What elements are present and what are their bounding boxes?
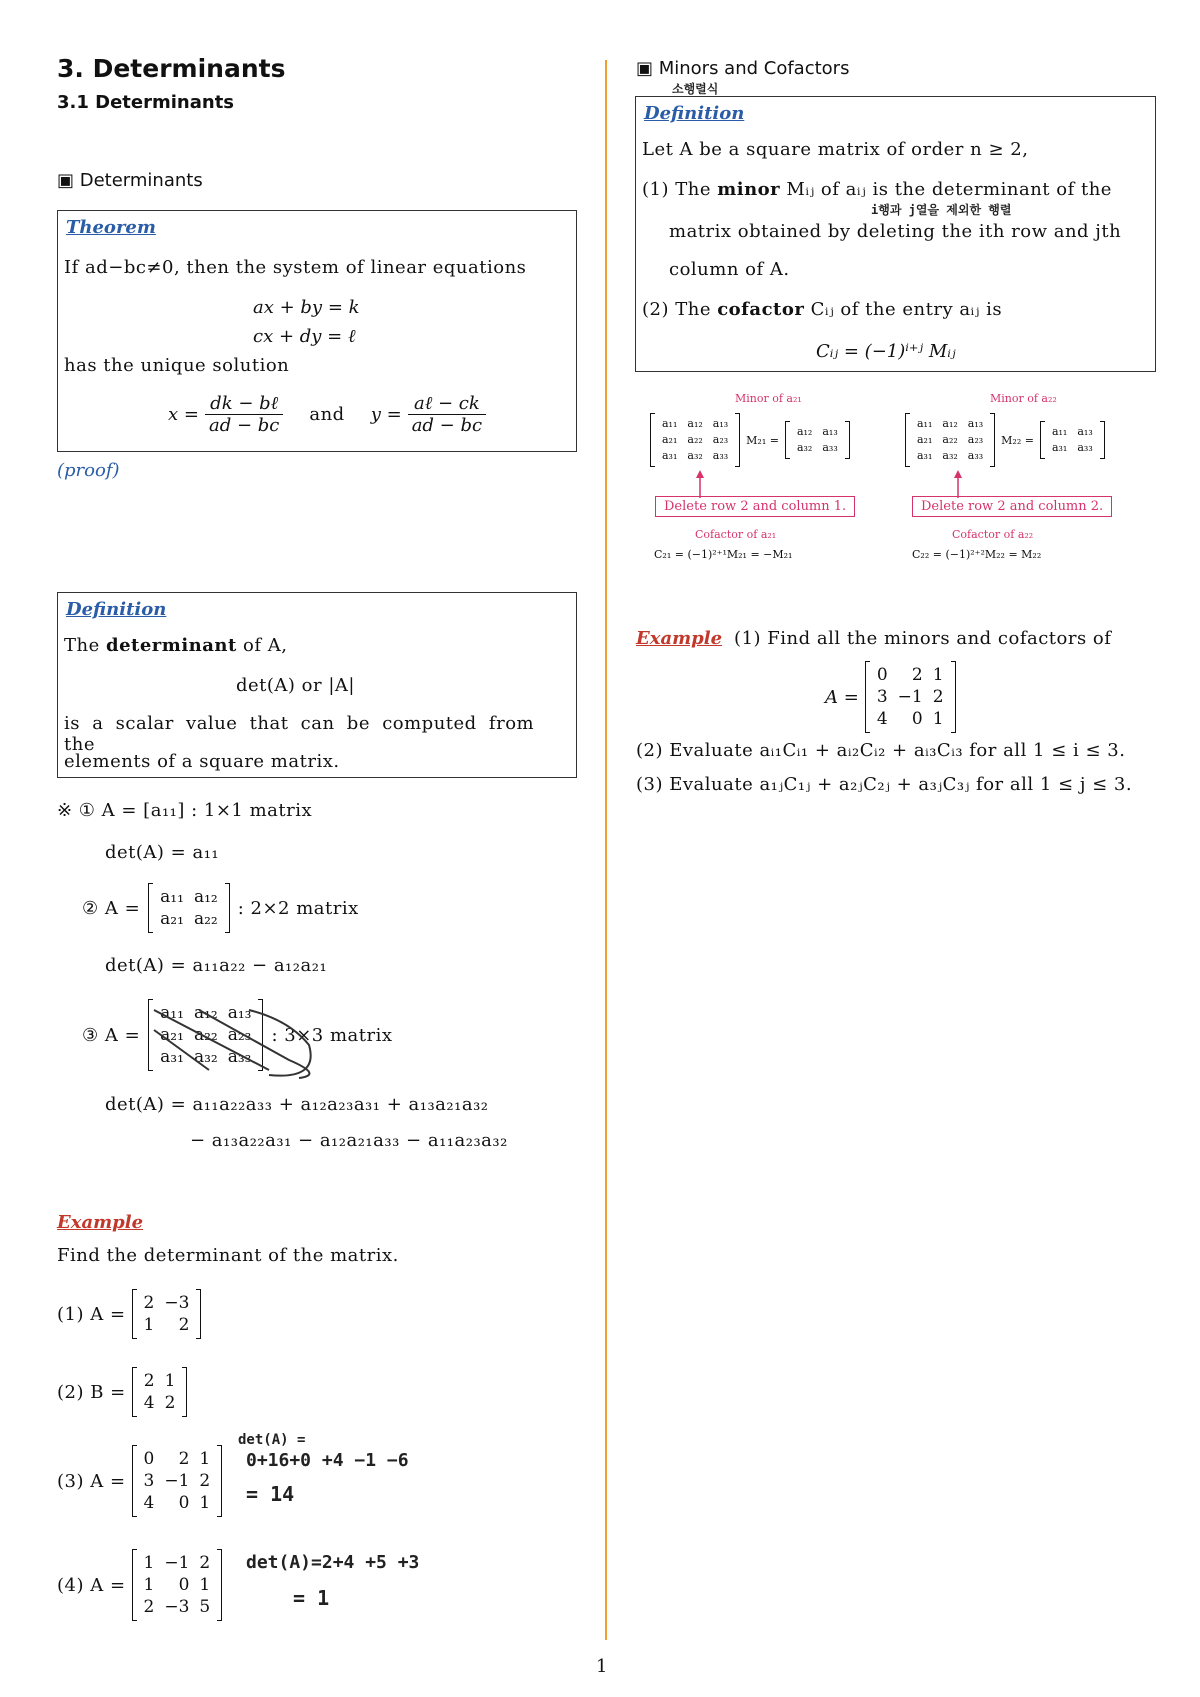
n3-matrix <box>148 1000 263 1070</box>
matrix-row <box>657 416 733 432</box>
fig-right-title: Minor of a₂₂ <box>990 392 1057 405</box>
matrix-row <box>657 448 733 464</box>
section-determinants: ▣ Determinants <box>57 170 203 191</box>
def2-post: Mᵢⱼ of aᵢⱼ is the determinant of the <box>780 179 1112 200</box>
note-3x3-det1: det(A) = a₁₁a₂₂a₃₃ + a₁₂a₂₃a₃₁ + a₁₃a₂₁a₃₂ <box>105 1094 489 1115</box>
def5-pre: (2) The <box>642 299 718 320</box>
matrix-row <box>1047 440 1098 456</box>
proof-label: (proof) <box>57 460 120 481</box>
fig-left-cofactor: Cofactor of a₂₁ <box>695 528 777 541</box>
matrix-row <box>139 1552 216 1574</box>
matrix-cell: 4 <box>143 1493 155 1513</box>
example-problem-4 <box>57 1550 222 1620</box>
matrix-cell: 4 <box>876 709 888 729</box>
matrix-cell: a₂₂ <box>193 909 218 929</box>
matrix-cell: a₃₃ <box>712 449 729 462</box>
y-lhs: y = <box>370 404 402 425</box>
matrix-row <box>657 432 733 448</box>
matrix-cell: 2 <box>143 1597 155 1617</box>
and-text: and <box>309 404 345 425</box>
example-intro: Find the determinant of the matrix. <box>57 1245 399 1266</box>
fig-left-eq: C₂₁ = (−1)²⁺¹M₂₁ = −M₂₁ <box>654 548 793 561</box>
x-denominator: ad − bc <box>208 415 280 436</box>
matrix-cell: a₂₁ <box>160 1025 184 1045</box>
matrix-row <box>1047 424 1098 440</box>
x-numerator: dk − bℓ <box>205 393 283 415</box>
matrix-cell: a₃₂ <box>942 449 958 462</box>
matrix-cell: a₃₂ <box>687 449 703 462</box>
cofactor-formula: Cᵢⱼ = (−1)ⁱ⁺ʲ Mᵢⱼ <box>816 341 956 362</box>
definition-label: Definition <box>66 599 167 620</box>
p3-lhs: (3) A = <box>57 1470 126 1492</box>
fig-right-matrix <box>905 414 995 466</box>
p3-matrix <box>132 1446 223 1516</box>
fig-left-title: Minor of a₂₁ <box>735 392 802 405</box>
def5-post: Cᵢⱼ of the entry aᵢⱼ is <box>804 299 1003 320</box>
matrix-cell: a₃₁ <box>917 449 933 462</box>
def5-bold: cofactor <box>717 299 805 320</box>
matrix-cell: a₃₂ <box>193 1047 218 1067</box>
matrix-row <box>155 908 223 930</box>
matrix-cell: a₁₁ <box>160 887 184 907</box>
matrix-cell: 3 <box>143 1471 155 1491</box>
fig-right-box: Delete row 2 and column 2. <box>912 496 1112 517</box>
matrix-cell: a₁₃ <box>967 417 984 430</box>
definition-line4: elements of a square matrix. <box>64 751 340 772</box>
matrix-cell: a₁₂ <box>796 425 813 438</box>
handwriting-3a: det(A) = <box>238 1432 306 1448</box>
handwriting-3b: 0+16+0 +4 −1 −6 <box>246 1450 409 1471</box>
definition-label-right: Definition <box>644 103 745 124</box>
matrix-cell: −1 <box>164 1471 190 1491</box>
matrix-cell: 1 <box>143 1315 155 1335</box>
matrix-cell: a₂₃ <box>712 433 729 446</box>
theorem-line2: has the unique solution <box>64 355 290 376</box>
matrix-cell: 0 <box>143 1449 155 1469</box>
matrix-cell: a₁₁ <box>662 417 678 430</box>
matrix-cell: 2 <box>911 665 923 685</box>
page-number: 1 <box>596 1656 608 1677</box>
theorem-eq2: cx + dy = ℓ <box>253 326 356 347</box>
def-bold: determinant <box>105 635 237 656</box>
right-mat-lhs: A = <box>825 686 859 708</box>
p2-lhs: (2) B = <box>57 1381 126 1403</box>
def2-pre: (1) The <box>642 179 718 200</box>
matrix-cell: a₂₂ <box>942 433 958 446</box>
def-pre: The <box>64 635 106 656</box>
example-label-right: Example <box>636 628 723 649</box>
def-right-line5 <box>642 299 1002 320</box>
theorem-line1: If ad−bc≠0, then the system of linear equations <box>64 257 527 278</box>
matrix-row <box>139 1574 216 1596</box>
matrix-cell: −3 <box>164 1293 190 1313</box>
fig-right-matrices <box>905 414 1105 466</box>
matrix-cell: a₁₂ <box>193 1003 218 1023</box>
matrix-cell: 0 <box>876 665 888 685</box>
matrix-row <box>912 448 988 464</box>
section-minors: ▣ Minors and Cofactors <box>636 58 850 79</box>
matrix-cell: a₃₃ <box>227 1047 252 1067</box>
example-problem-3 <box>57 1446 222 1516</box>
fig-left-minor <box>785 422 850 458</box>
handwriting-4b: = 1 <box>293 1586 330 1610</box>
note-1x1: ※ ① A = [a₁₁] : 1×1 matrix <box>57 800 313 821</box>
matrix-cell: a₁₂ <box>687 417 703 430</box>
fig-left-matrix <box>650 414 740 466</box>
column-divider <box>605 60 607 1640</box>
matrix-cell: 3 <box>876 687 888 707</box>
matrix-cell: 2 <box>932 687 944 707</box>
definition-box-determinant <box>57 592 577 778</box>
fig-left-matrices <box>650 414 850 466</box>
right-matrix <box>865 662 956 732</box>
note-1x1-det: det(A) = a₁₁ <box>105 842 220 863</box>
matrix-cell: a₂₂ <box>687 433 703 446</box>
matrix-cell: a₃₃ <box>1077 441 1093 454</box>
page-subtitle: 3.1 Determinants <box>57 92 235 113</box>
matrix-row <box>912 432 988 448</box>
matrix-row <box>139 1292 195 1314</box>
p4-matrix <box>132 1550 223 1620</box>
n2-matrix <box>148 884 230 932</box>
example-right-header <box>636 628 1111 649</box>
matrix-row <box>872 686 949 708</box>
p1-lhs: (1) A = <box>57 1303 126 1325</box>
matrix-cell: 1 <box>932 665 944 685</box>
theorem-eq1: ax + by = k <box>253 297 360 318</box>
matrix-row <box>139 1492 216 1514</box>
handwriting-4a: det(A)=2+4 +5 +3 <box>246 1552 420 1573</box>
page-title: 3. Determinants <box>57 54 286 83</box>
fig-right-minor <box>1040 422 1105 458</box>
matrix-cell: 1 <box>199 1575 211 1595</box>
note-3x3 <box>82 1000 393 1070</box>
matrix-row <box>155 886 223 908</box>
p4-lhs: (4) A = <box>57 1574 126 1596</box>
example-right-line3: (3) Evaluate a₁ⱼC₁ⱼ + a₂ⱼC₂ⱼ + a₃ⱼC₃ⱼ for all 1 ≤ j ≤ 3. <box>636 774 1133 795</box>
sarrus-strokes <box>149 1000 319 1080</box>
n3-rhs: : 3×3 matrix <box>271 1024 393 1046</box>
example-right-line1: (1) Find all the minors and cofactors of <box>734 628 1112 649</box>
matrix-cell: a₃₁ <box>160 1047 184 1067</box>
matrix-row <box>792 424 843 440</box>
matrix-cell: a₁₃ <box>712 417 729 430</box>
matrix-cell: −1 <box>897 687 923 707</box>
matrix-cell: a₁₃ <box>1077 425 1093 438</box>
matrix-cell: 1 <box>143 1553 155 1573</box>
matrix-cell: −3 <box>164 1597 190 1617</box>
matrix-cell: a₂₂ <box>193 1025 218 1045</box>
matrix-cell: a₁₁ <box>160 1003 184 1023</box>
matrix-cell: a₃₁ <box>1051 441 1068 454</box>
matrix-cell: 2 <box>143 1293 155 1313</box>
matrix-cell: a₂₃ <box>967 433 984 446</box>
matrix-cell: a₂₃ <box>227 1025 252 1045</box>
matrix-cell: a₁₁ <box>917 417 933 430</box>
def-right-line3: matrix obtained by deleting the ith row and jth <box>669 221 1122 242</box>
y-numerator: aℓ − ck <box>408 393 486 415</box>
matrix-cell: 0 <box>178 1575 190 1595</box>
theorem-box <box>57 210 577 452</box>
matrix-cell: 2 <box>143 1371 155 1391</box>
matrix-cell: a₂₁ <box>662 433 678 446</box>
x-fraction <box>205 393 283 436</box>
matrix-cell: 0 <box>178 1493 190 1513</box>
theorem-solution <box>168 393 486 436</box>
matrix-cell: 1 <box>199 1493 211 1513</box>
handnote-delete-korean: i행과 j열을 제외한 행렬 <box>871 203 1012 217</box>
matrix-cell: a₁₃ <box>227 1003 252 1023</box>
matrix-cell: a₂₁ <box>160 909 184 929</box>
matrix-cell: 2 <box>164 1393 176 1413</box>
definition-line2: det(A) or |A| <box>236 675 355 696</box>
fig-right-cofactor: Cofactor of a₂₂ <box>952 528 1034 541</box>
matrix-cell: a₃₂ <box>796 441 813 454</box>
n3-lhs: ③ A = <box>82 1024 141 1046</box>
def2-bold: minor <box>717 179 781 200</box>
def-right-line1: Let A be a square matrix of order n ≥ 2, <box>642 139 1029 160</box>
y-fraction <box>408 393 486 436</box>
fig-right-eq: C₂₂ = (−1)²⁺²M₂₂ = M₂₂ <box>912 548 1042 561</box>
note-2x2-det: det(A) = a₁₁a₂₂ − a₁₂a₂₁ <box>105 955 328 976</box>
n2-lhs: ② A = <box>82 897 141 919</box>
example-right-matrix <box>825 662 956 732</box>
theorem-label: Theorem <box>66 217 156 238</box>
fig-right-m: M₂₂ = <box>1001 433 1034 447</box>
fig-left-m: M₂₁ = <box>746 433 779 447</box>
matrix-row <box>872 664 949 686</box>
p1-matrix <box>132 1290 202 1338</box>
matrix-cell: a₂₁ <box>917 433 933 446</box>
matrix-cell: a₃₁ <box>662 449 678 462</box>
fig-left-box: Delete row 2 and column 1. <box>655 496 855 517</box>
matrix-cell: a₁₁ <box>1051 425 1068 438</box>
example-right-line2: (2) Evaluate aᵢ₁Cᵢ₁ + aᵢ₂Cᵢ₂ + aᵢ₃Cᵢ₃ for all 1 ≤ i ≤ 3. <box>636 740 1126 761</box>
def-right-line2 <box>642 179 1112 200</box>
matrix-row <box>139 1370 181 1392</box>
note-2x2 <box>82 884 359 932</box>
matrix-row <box>139 1470 216 1492</box>
def-post: of A, <box>236 635 288 656</box>
x-lhs: x = <box>168 404 199 425</box>
matrix-cell: 2 <box>178 1315 190 1335</box>
note-3x3-det2: − a₁₃a₂₂a₃₁ − a₁₂a₂₁a₃₃ − a₁₁a₂₃a₃₂ <box>190 1130 508 1151</box>
matrix-cell: 2 <box>199 1471 211 1491</box>
minor-cofactor-figure <box>650 392 1150 572</box>
matrix-cell: 1 <box>143 1575 155 1595</box>
matrix-row <box>792 440 843 456</box>
example-problem-2 <box>57 1368 187 1416</box>
matrix-row <box>139 1392 181 1414</box>
matrix-cell: a₃₃ <box>967 449 984 462</box>
matrix-cell: 4 <box>143 1393 155 1413</box>
matrix-cell: a₁₂ <box>942 417 958 430</box>
matrix-row <box>912 416 988 432</box>
matrix-cell: 1 <box>164 1371 176 1391</box>
def-right-line4: column of A. <box>669 259 790 280</box>
handnote-minor-korean: 소행렬식 <box>672 82 719 96</box>
matrix-cell: a₁₃ <box>822 425 838 438</box>
n2-rhs: : 2×2 matrix <box>237 897 359 919</box>
matrix-cell: 0 <box>911 709 923 729</box>
matrix-row <box>872 708 949 730</box>
matrix-row <box>139 1596 216 1618</box>
example-problem-1 <box>57 1290 201 1338</box>
matrix-cell: a₃₃ <box>822 441 838 454</box>
matrix-cell: 1 <box>932 709 944 729</box>
matrix-cell: 5 <box>199 1597 211 1617</box>
matrix-cell: 2 <box>178 1449 190 1469</box>
matrix-cell: a₁₂ <box>193 887 218 907</box>
matrix-row <box>139 1314 195 1336</box>
handwriting-3c: = 14 <box>246 1482 295 1506</box>
example-label-left: Example <box>57 1212 144 1233</box>
y-denominator: ad − bc <box>411 415 483 436</box>
p2-matrix <box>132 1368 188 1416</box>
matrix-cell: 1 <box>199 1449 211 1469</box>
definition-line1 <box>64 635 287 656</box>
definition-box-minors <box>635 96 1156 372</box>
matrix-row <box>139 1448 216 1470</box>
matrix-cell: 2 <box>199 1553 211 1573</box>
matrix-cell: −1 <box>164 1553 190 1573</box>
definition-line3: is a scalar value that can be computed from the <box>64 713 535 755</box>
